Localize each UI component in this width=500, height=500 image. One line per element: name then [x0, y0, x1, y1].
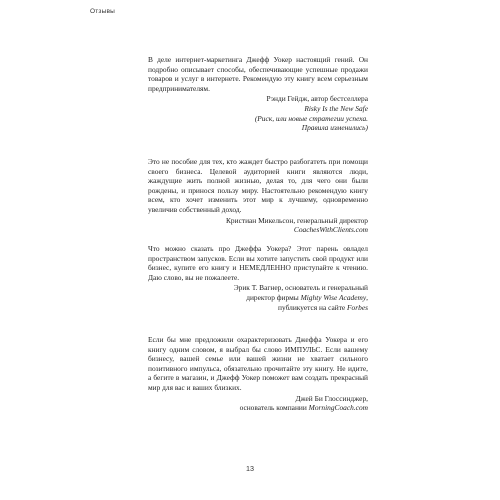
attribution-line: Джей Би Глоссинджер, — [295, 393, 368, 403]
testimonial-2 — [148, 157, 368, 235]
attribution-line — [148, 293, 368, 303]
attribution-text: , — [366, 292, 368, 302]
testimonial-attribution — [148, 283, 368, 312]
running-header: Отзывы — [90, 8, 116, 15]
testimonial-1 — [148, 55, 368, 133]
company-name: MorningCoach.com — [308, 403, 368, 413]
testimonial-quote: Что можно сказать про Джеффа Уокера? Этот парень овладел пространством запусков. Если вы хотите запустить свой продукт или бизнес, купите его книгу и НЕМЕДЛЕННО приступайте к чтению. Даю слово, вы не пожалеете. — [148, 244, 368, 282]
attribution-line: Правила изменились) — [301, 123, 368, 133]
testimonial-quote: Это не пособие для тех, кто жаждет быстро разбогатеть при помощи своего бизнеса. Целевой аудиторией книги являются люди, жаждущие жить полной жизнью, делая то, для чего они были рождены, и принося пользу миру. Настоятельно рекомендую книгу всем, кто хочет изменить этот мир к лучшему, одновременно увеличив собственный доход. — [148, 157, 368, 214]
attribution-text: директор фирмы — [246, 292, 301, 302]
attribution-line: Эрик Т. Вагнер, основатель и генеральный — [233, 283, 368, 293]
publication-name: Forbes — [347, 302, 368, 312]
attribution-line — [148, 403, 368, 413]
attribution-line: Кристиан Микельсон, генеральный директор — [225, 215, 368, 225]
page-number: 13 — [246, 464, 254, 473]
testimonial-quote: Если бы мне предложили охарактеризовать Джеффа Уокера и его книгу одним словом, я выбрал бы слово ИМПУЛЬС. Если вашему бизнесу, вашей семье или вашей жизни не хватает сильного позитивного импульса, обязательно прочитайте эту книгу. Не идите, а бегите в магазин, и Джефф Уокер поможет вам создать прекрасный мир для вас и ваших близких. — [148, 335, 368, 392]
attribution-line — [148, 303, 368, 313]
attribution-line: Рэнди Гейдж, автор бестселлера — [266, 94, 368, 104]
testimonial-3 — [148, 244, 368, 312]
attribution-text: публикуется на сайте — [278, 302, 348, 312]
testimonial-attribution — [148, 94, 368, 132]
testimonial-attribution — [148, 216, 368, 235]
testimonial-attribution — [148, 394, 368, 413]
attribution-line: CoachesWithClients.com — [293, 225, 368, 235]
company-name: Mighty Wise Academy — [300, 292, 367, 302]
testimonial-quote: В деле интернет-маркетинга Джефф Уокер настоящий гений. Он подробно описывает способы, обеспечивающие успешные продажи товаров и услуг в интернете. Рекомендую эту книгу всем серьезным предпринимателям. — [148, 55, 368, 93]
attribution-text: основатель компании — [239, 403, 309, 413]
attribution-line: Risky Is the New Safe — [304, 103, 368, 113]
attribution-line: (Риск, или новые стратегии успеха. — [254, 113, 368, 123]
testimonial-4 — [148, 335, 368, 413]
